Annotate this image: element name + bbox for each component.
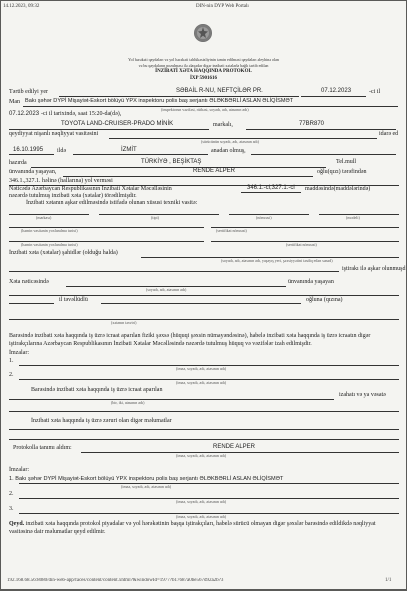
man-label: Man (9, 99, 20, 105)
imza-hint-5: (imza, soyadı, adı, atasının adı) (176, 499, 227, 504)
tertib-il: -ci il (369, 89, 381, 95)
idare-label: idarə ed (379, 131, 399, 137)
izahat-label: izahatı və ya vəsatə (339, 392, 386, 398)
icraat-person-label: Barəsində inzibati xəta haqqında iş üzrə icraat aparılan (31, 387, 163, 393)
imzalar-label: İmzalar: (9, 350, 29, 356)
imza-hint-4: (imza, soyadı, adı, atasının adı) (121, 484, 172, 489)
imza-hint-3: (imza, soyadı, adı, atasının adı) (176, 453, 227, 458)
tel-label: Tel.mull (336, 159, 357, 165)
protokol-label: Protokolla tanımı aldım: (13, 445, 72, 451)
neticesinde-label: Xəta nəticəsində (9, 279, 49, 285)
nomre-hint: (nömrəsi) (256, 215, 272, 220)
imza-hint-2: (imza, soyadı, adı, atasının adı) (176, 380, 227, 385)
ilde-label: ildə (57, 148, 66, 154)
vehicle-model: TOYOTA LAND-CRUISER-PRADO MİNİK (61, 121, 174, 127)
maddesinde-label: maddəsində(maddələrində) (305, 186, 371, 192)
print-page-title: DIN-nin DYP Web Portalı (196, 4, 249, 9)
nezerde-text: nəzərdə tutulmuş inzibati xəta (xətalar) törədilmişdir. (9, 193, 137, 199)
imza-hint-6: (imza, soyadı, adı, atasının adı) (176, 514, 227, 519)
tipi-hint: (tipi) (151, 215, 159, 220)
hemin-hint-2: (həmin vasitənin yoxlanılma tarixi) (21, 242, 78, 247)
netice-line: Nəticədə Azərbaycan Respublikasının İnzibati Xətalar Məcəlləsinin (9, 186, 172, 192)
address: TÜRKİYƏ , BEŞİKTAŞ (141, 159, 202, 165)
tertib-label: Tərtib edilyi yer (9, 89, 48, 95)
azerbaijan-emblem-icon (194, 24, 212, 42)
print-timestamp: 14.12.2023, 09:32 (3, 4, 40, 9)
imzalar-2-label: İmzalar: (9, 467, 29, 473)
unvaninda-2: ünvanında yaşayan (288, 279, 334, 285)
officer-signature-line: 1. Bakı şəhər DYPİ Mişayiət-Eskort bölüyü YPX inspektoru polis baş serjantı ƏLƏKBƏRLİ ASLAN ƏLİQİSMƏT (9, 476, 284, 482)
unvaninda-label: ünvanında yaşayan, (9, 169, 57, 175)
ogluna-label: oğluna (qızına) (306, 297, 343, 303)
hemin-hint: (həmin vasitənin yoxlanılma tarixi) (21, 228, 78, 233)
print-page-count: 1/1 (385, 578, 392, 583)
driver-hint: (sürücünün soyadı, adı, atasının adı) (201, 139, 259, 144)
serti-hint: (sertifikat nömrəsi) (216, 228, 247, 233)
texniki-text: İnzibati xətanın aşkar edilməsində istifadə olunan xüsusi texniki vasitə: (26, 200, 198, 206)
qeydiyyat-label: qeydiyyat nişanlı nəqliyyat vasitəsini (9, 131, 99, 137)
sahid-hint: (soyadı, adı, atasının adı, yaşayış yeri, şəxsiyyətini təsdiq edən sənəd) (221, 258, 333, 263)
vehicle-plate: 77BR870 (299, 121, 325, 127)
protocol-number: İXP 5901616 (189, 76, 218, 81)
serti-hint-2: (sertifikat nömrəsi) (286, 242, 317, 247)
protokol-name: RENDE ALPER (213, 444, 256, 450)
intro-line-1: Yol hərəkəti qaydaları və yol hərəkəti təhlükəsizliyinin təmin edilməsi qaydaları əleyhinə olan (128, 57, 279, 62)
marka-hint: (markası) (36, 215, 52, 220)
offence-date: 07.12.2023 (9, 111, 40, 117)
markali-label: markalı, (213, 122, 233, 128)
rights-paragraph: Barəsində inzibati xəta haqqında iş üzrə icraat aparılan fiziki şəxsə (hüquqi şəxsin nümayəndəsinə), habelə inzibati xəta haqqında iş üzrə icraatın digər iştirakçılarına Azərbaycan Respublikasının İnzibati Xətalar Məcəlləsində nəzərdə tutulmuş hüquq və vəzifələr izah edilmişdir. (9, 333, 371, 347)
document-page: 14.12.2023, 09:32 DIN-nin DYP Web Portalı Yol hərəkəti qaydaları və yol hərəkəti təhlükəsizliyinin təmin edilməsi qaydaları əleyhinə olan və bu qaydaların pozulması ilə əlaqədar digər inzibati xətalarla bağlı tərtib edilən İNZİBATİ XƏTA HAQQINDA PROTOKOL İXP 5901616 Tərtib edilyi yer SƏBAİL R-NU, NEFTÇİLƏR PR. 07.12.2023 -ci il Man Bakı şəhər DYPİ Mişayiət-Eskort bölüyü YPX inspektoru polis baş serjantı ƏLƏKBƏRLİ ASLAN ƏLİQİSMƏT (inspektorun vəzifəsi, rütbəsi, soyadı, adı, atasının adı) 07.12.2023 -ci il tarixində, saat 15:20-da(də), TOYOTA LAND-CRUISER-PRADO MİNİK markalı, 77BR870 qeydiyyat nişanlı nəqliyyat vasitəsini idarə ed (sürücünün soyadı, adı, atasının adı) 16.10.1995 ildə İZMİT anadan olmuş, hazırda TÜRKİYƏ , BEŞİKTAŞ Tel.mull ünvanında yaşayan, RENDE ALPER oğlu(qızı) tərəfindən 346.1.,327.1. həlinə (hallarına) yol verməsi Nəticədə Azərbaycan Respublikasının İnzibati Xətalar Məcəlləsinin 346.1.-ci,327.1.-ci maddəsində(maddələrində) nəzərdə tutulmuş inzibati xəta (xətalar) törədilmişdir. İnzibati xətanın aşkar edilməsində istifadə olunan xüsusi texniki vasitə: (markası) (tipi) (nömrəsi) (modeli) (həmin vasitənin yoxlanılma tarixi) (sertifikat nömrəsi) (həmin vasitənin yoxlanılma tarixi) (sertifikat nömrəsi) İnzibati xəta (xətalar) şahidlər (olduğu halda) (soyadı, adı, atasının adı, yaşayış yeri, şəxsiyyətini təsdiq edən sənəd) iştirakı ilə aşkar olunmuşd Xəta nəticəsində ünvanında yaşayan (soyadı, adı, atasının adı) il təvəllüdlü oğluna (qızına) (xətanın təsviri) Barəsində inzibati xəta haqqında iş üzrə icraat aparılan fiziki şəxsə (hüquqi şəxsin nümayəndəsinə), habelə inzibati xəta haqqında iş üzrə icraatın digər iştirakçılarına Azərbaycan Respublikasının İnzibati Xətalar Məcəlləsində nəzərdə tutulmuş hüquq və vəzifələr izah edilmişdir. İmzalar: 1. (imza, soyadı, adı, atasının adı) 2. (imza, soyadı, adı, atasının adı) Barəsində inzibati xəta haqqında iş üzrə icraat aparılan izahatı və ya vəsatə (bir, iki, atasının adı) İnzibati xəta haqqında iş üzrə zəruri olan digər məlumatlar Protokolla tanımı aldım: RENDE ALPER (imza, soyadı, adı, atasının adı) İmzalar: 1. Bakı şəhər DYPİ Mişayiət-Eskort bölüyü YPX inspektoru polis baş serjantı ƏLƏKBƏRLİ ASLAN ƏLİQİSMƏT (imza, soyadı, adı, atasının adı) 2. (imza, soyadı, adı, atasının adı) 3. (imza, soyadı, adı, atasının adı) Qeyd. inzibati xəta haqqında protokol piyadalar və yol hərəkətinin başqa iştirakçıları, habelə sürücü olmayan digər şəxslər barəsində edildikdə nəqliyyat vasitəsinə dair məlumatlar qeyd edilmir. 192.168.68.56:8080/din-web-app/faces/content/content.xhtml?&windowId=1977?b17687a0be567d92a2b?3 1/1 (1, 1, 406, 589)
bir-iki-hint: (bir, iki, atasının adı) (111, 400, 145, 405)
tertib-date: 07.12.2023 (321, 88, 352, 94)
officer-name: Bakı şəhər DYPİ Mişayiət-Eskort bölüyü YPX inspektoru polis baş serjantı ƏLƏKBƏRLİ ASLAN ƏLİQİSMƏT (25, 98, 294, 104)
model-hint: (modeli) (346, 215, 360, 220)
qeyd-note: Qeyd. inzibati xəta haqqında protokol piyadalar və yol hərəkətinin başqa iştirakçıları, habelə sürücü olmayan digər şəxslər barəsində edildikdə nəqliyyat vasitəsinə dair məlumatlar qeyd edilmir. (9, 521, 376, 535)
birth-place: İZMİT (121, 147, 137, 153)
imza-hint-1: (imza, soyadı, adı, atasının adı) (176, 366, 227, 371)
tevellud-label: il təvəllüdlü (59, 297, 88, 303)
istirak-text: iştirakı ilə aşkar olunmuşd (342, 266, 406, 272)
tertib-place: SƏBAİL R-NU, NEFTÇİLƏR PR. (176, 88, 263, 94)
birth-date: 16.10.1995 (13, 147, 44, 153)
intro-line-2: və bu qaydaların pozulması ilə əlaqədar digər inzibati xətalarla bağlı tərtib edilən (138, 63, 269, 68)
anadan-label: anadan olmuş, (211, 148, 246, 154)
print-url: 192.168.68.56:8080/din-web-app/faces/content/content.xhtml?&windowId=1977?b17687a0be567d92a2b?3 (7, 578, 224, 583)
officer-hint: (inspektorun vəzifəsi, rütbəsi, soyadı, adı, atasının adı) (161, 107, 249, 112)
protocol-title: İNZİBATİ XƏTA HAQQINDA PROTOKOL (155, 69, 252, 74)
xeta-hint: (xətanın təsviri) (111, 320, 137, 325)
soyad-hint: (soyadı, adı, atasının adı) (146, 287, 187, 292)
offender-name: RENDE ALPER (193, 168, 236, 174)
articles-text: 346.1.,327.1. həlinə (hallarına) yol verməsi (9, 178, 113, 184)
hazirda-label: hazırda (9, 160, 27, 166)
sahidler-label: İnzibati xəta (xətalar) şahidlər (olduğu halda) (9, 250, 118, 256)
oglu-label: oğlu(qızı) tərəfindən (317, 169, 367, 175)
code-articles: 346.1.-ci,327.1.-ci (247, 185, 295, 191)
zeruri-label: İnzibati xəta haqqında iş üzrə zəruri olan digər məlumatlar (31, 418, 172, 424)
offence-time: -ci il tarixində, saat 15:20-da(də), (41, 111, 122, 117)
